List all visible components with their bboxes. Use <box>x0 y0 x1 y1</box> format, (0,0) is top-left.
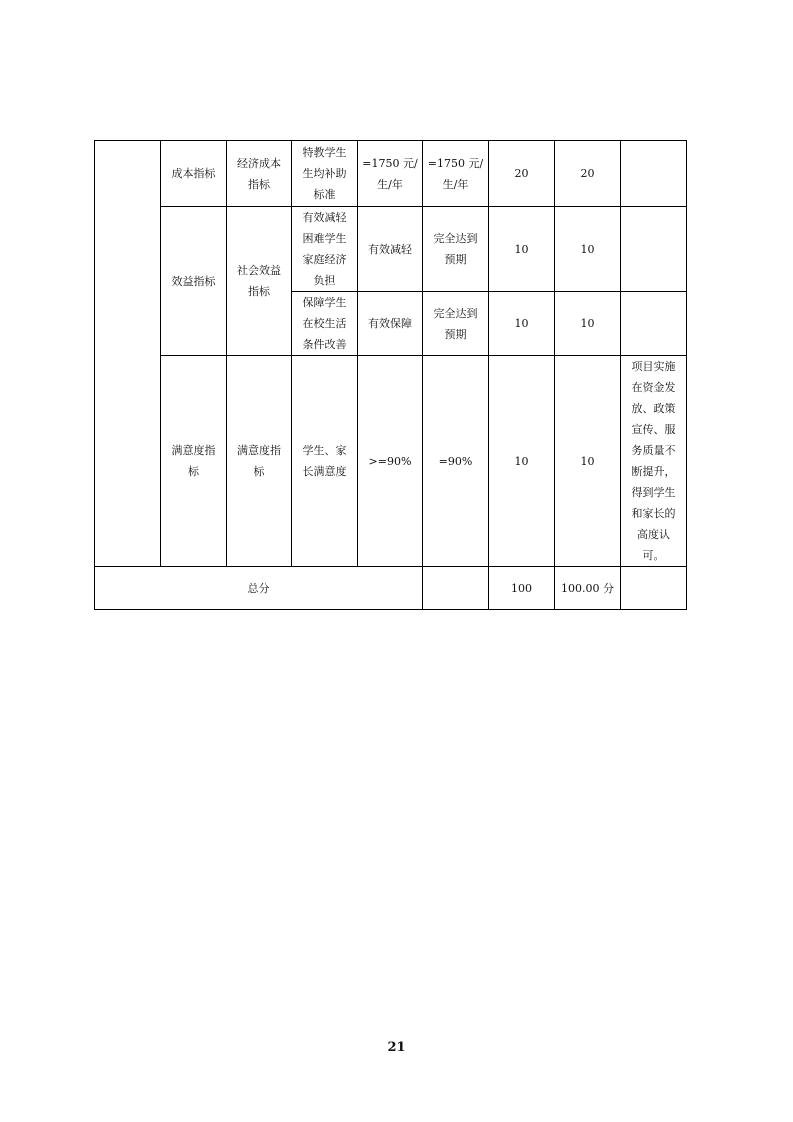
total-label: 总分 <box>247 581 270 595</box>
target-value-cell <box>358 356 423 567</box>
level1-indicator: 成本指标 <box>171 167 216 180</box>
level1-indicator: 效益指标 <box>171 274 216 288</box>
weight-value: 10 <box>514 454 529 468</box>
table-row <box>95 141 687 207</box>
score-value: 10 <box>580 242 595 256</box>
target-value: =1750 元/生/年 <box>362 156 418 191</box>
total-label-cell <box>95 567 423 610</box>
remark-cell <box>621 141 687 207</box>
score-cell <box>555 292 621 356</box>
level3-indicator: 特教学生生均补助标准 <box>302 146 347 201</box>
total-row <box>95 567 687 610</box>
actual-value-cell <box>423 207 489 292</box>
level3-indicator-cell <box>292 292 358 356</box>
total-weight: 100 <box>511 581 532 595</box>
weight-cell <box>489 292 555 356</box>
level3-indicator-cell <box>292 141 358 207</box>
performance-table <box>94 140 687 610</box>
level3-indicator: 保障学生在校生活条件改善 <box>302 296 347 351</box>
weight-cell <box>489 141 555 207</box>
total-weight-cell <box>489 567 555 610</box>
target-value-cell <box>358 141 423 207</box>
level1-indicator-cell <box>161 207 227 356</box>
total-score: 100.00 分 <box>561 581 614 595</box>
level3-indicator: 有效减轻困难学生家庭经济负担 <box>302 211 347 287</box>
table-row <box>95 356 687 567</box>
remark-cell <box>621 356 687 567</box>
score-value: 10 <box>580 454 595 468</box>
category-cell-blank <box>95 141 161 567</box>
weight-cell <box>489 356 555 567</box>
score-cell <box>555 207 621 292</box>
level1-indicator-cell <box>161 141 227 207</box>
level3-indicator-cell <box>292 356 358 567</box>
score-value: 10 <box>580 317 595 330</box>
total-actual-cell <box>423 567 489 610</box>
actual-value-cell <box>423 356 489 567</box>
level3-indicator: 学生、家长满意度 <box>302 444 347 478</box>
target-value-cell <box>358 207 423 292</box>
level2-indicator-cell <box>227 356 292 567</box>
level1-indicator: 满意度指标 <box>171 444 216 478</box>
total-score-cell <box>555 567 621 610</box>
level1-indicator-cell <box>161 356 227 567</box>
score-value: 20 <box>580 167 595 180</box>
weight-value: 10 <box>514 317 529 330</box>
remark-cell <box>621 207 687 292</box>
remark-cell <box>621 292 687 356</box>
weight-value: 20 <box>514 167 529 180</box>
level2-indicator: 经济成本指标 <box>237 156 281 191</box>
level2-indicator-cell <box>227 141 292 207</box>
target-value: 有效减轻 <box>368 242 412 256</box>
actual-value: 完全达到预期 <box>433 306 478 341</box>
actual-value-cell <box>423 292 489 356</box>
score-cell <box>555 141 621 207</box>
target-value: >=90% <box>368 454 412 468</box>
level2-indicator: 满意度指标 <box>237 444 281 478</box>
total-remark-cell <box>621 567 687 610</box>
weight-cell <box>489 207 555 292</box>
target-value: 有效保障 <box>368 317 412 330</box>
table-row <box>95 207 687 292</box>
weight-value: 10 <box>514 242 529 256</box>
actual-value: =1750 元/生/年 <box>427 156 484 191</box>
level3-indicator-cell <box>292 207 358 292</box>
level2-indicator-cell <box>227 207 292 356</box>
page-number: 21 <box>387 1040 406 1055</box>
level2-indicator: 社会效益指标 <box>237 264 281 298</box>
actual-value: 完全达到预期 <box>433 232 478 266</box>
score-cell <box>555 356 621 567</box>
actual-value: =90% <box>438 454 473 468</box>
actual-value-cell <box>423 141 489 207</box>
target-value-cell <box>358 292 423 356</box>
remark-text: 项目实施在资金发放、政策宣传、服务质量不断提升，得到学生和家长的高度认可。 <box>631 360 676 562</box>
